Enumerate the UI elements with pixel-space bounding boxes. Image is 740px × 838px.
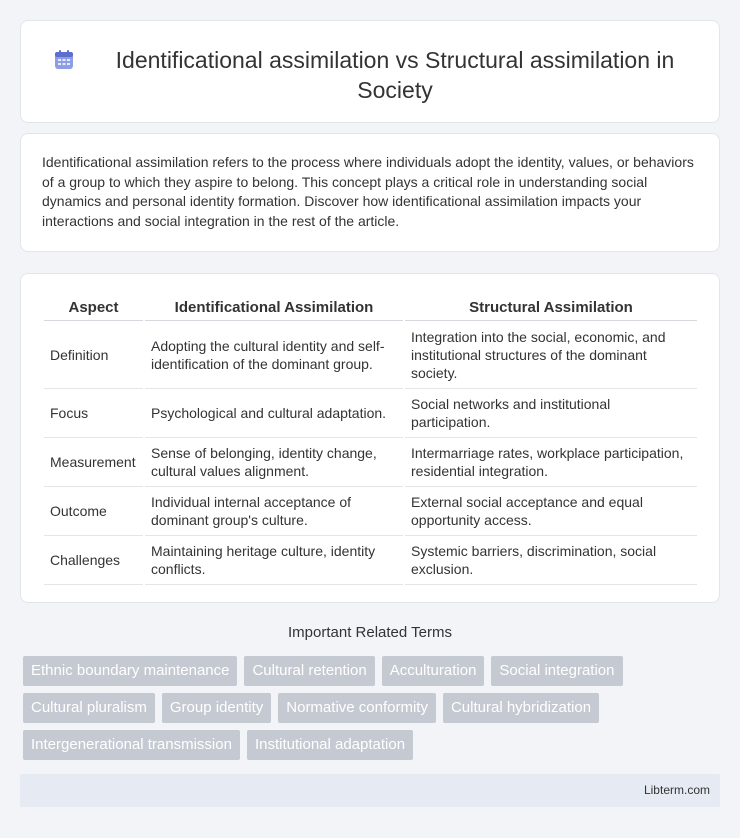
comparison-table [42, 295, 699, 585]
cell-aspect: Outcome [44, 487, 143, 536]
related-term-tag[interactable]: Social integration [491, 656, 622, 686]
intro-paragraph: Identificational assimilation refers to the process where individuals adopt the identity, values, or behaviors of a group to which they aspire to belong. This concept plays a critical role in understanding social dynamics and personal identity formation. Discover how identificational assimilation impacts your interactions and social integration in the rest of the article. [42, 154, 694, 229]
cell-structural: External social acceptance and equal opportunity access. [405, 487, 697, 536]
cell-aspect: Measurement [44, 438, 143, 487]
table-row [44, 536, 697, 585]
table-header-row [44, 295, 697, 321]
cell-aspect: Challenges [44, 536, 143, 585]
cell-aspect: Definition [44, 321, 143, 389]
header-aspect: Aspect [44, 295, 143, 321]
cell-identificational: Individual internal acceptance of dominant group's culture. [145, 487, 403, 536]
related-term-tag[interactable]: Cultural hybridization [443, 693, 599, 723]
related-terms-heading: Important Related Terms [288, 624, 452, 641]
table-row [44, 487, 697, 536]
related-term-tag[interactable]: Normative conformity [278, 693, 436, 723]
related-term-tag[interactable]: Institutional adaptation [247, 730, 413, 760]
cell-identificational: Maintaining heritage culture, identity conflicts. [145, 536, 403, 585]
table-row [44, 389, 697, 438]
header-structural: Structural Assimilation [405, 295, 697, 321]
related-term-tag[interactable]: Acculturation [382, 656, 485, 686]
intro-card [20, 133, 720, 252]
related-term-tag[interactable]: Cultural pluralism [23, 693, 155, 723]
cell-aspect: Focus [44, 389, 143, 438]
comparison-card [20, 273, 720, 603]
table-row [44, 438, 697, 487]
related-term-tag[interactable]: Intergenerational transmission [23, 730, 240, 760]
related-term-tag[interactable]: Ethnic boundary maintenance [23, 656, 237, 686]
cell-identificational: Adopting the cultural identity and self-identification of the dominant group. [145, 321, 403, 389]
cell-identificational: Sense of belonging, identity change, cultural values alignment. [145, 438, 403, 487]
table-row [44, 321, 697, 389]
page-title: Identificational assimilation vs Structural assimilation in Society [115, 47, 675, 103]
footer [20, 774, 720, 807]
related-term-tag[interactable]: Cultural retention [244, 656, 374, 686]
related-terms-list [23, 656, 703, 760]
cell-structural: Integration into the social, economic, and institutional structures of the dominant society. [405, 321, 697, 389]
header-identificational: Identificational Assimilation [145, 295, 403, 321]
cell-structural: Intermarriage rates, workplace participation, residential integration. [405, 438, 697, 487]
footer-brand-link[interactable]: Libterm.com [643, 783, 710, 797]
cell-identificational: Psychological and cultural adaptation. [145, 389, 403, 438]
related-term-tag[interactable]: Group identity [162, 693, 271, 723]
title-card [20, 20, 720, 123]
cell-structural: Social networks and institutional participation. [405, 389, 697, 438]
cell-structural: Systemic barriers, discrimination, social exclusion. [405, 536, 697, 585]
